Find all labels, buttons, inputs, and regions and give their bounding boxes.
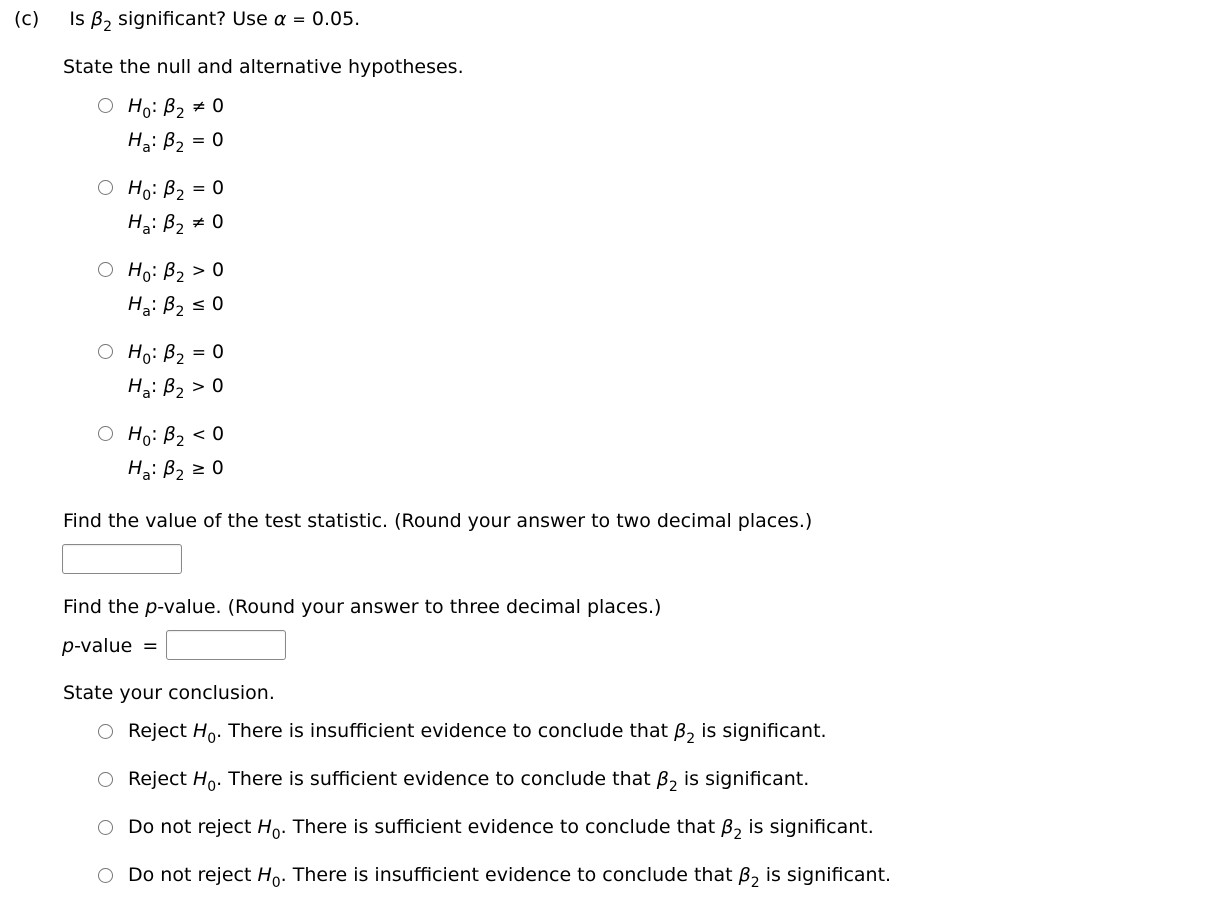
conclusion-text: Do not reject $H_0$. There is sufficient evidence to conclude that $\beta_2$ is significant. [128,816,874,843]
hypotheses-prompt: State the null and alternative hypotheses. [63,56,464,78]
p-value-input[interactable] [166,630,286,660]
alternative-hypothesis: $H_a$: $\beta_2 \ge 0$ [128,457,224,484]
question-is: Is [69,8,85,30]
null-hypothesis: $H_0$: $\beta_2 > 0$ [128,259,225,286]
relation-symbol: ≥ [191,459,206,479]
test-statistic-input[interactable] [62,544,182,574]
relation-symbol: ≤ [191,295,206,315]
radio-button[interactable] [98,724,113,739]
beta-subscript: 2 [103,19,112,35]
p-value-label: p-value = [62,635,159,657]
relation-symbol: ≠ [191,213,206,233]
radio-button[interactable] [98,262,113,277]
p-value-prompt: Find the p-value. (Round your answer to three decimal places.) [63,596,662,618]
conclusion-text: Reject $H_0$. There is sufficient evidence to conclude that $\beta_2$ is significant. [128,768,810,795]
question-header [14,8,361,35]
radio-button[interactable] [98,868,113,883]
null-hypothesis: $H_0$: $\beta_2 = 0$ [128,177,225,204]
alternative-hypothesis: $H_a$: $\beta_2 > 0$ [128,375,224,402]
relation-symbol: > [191,377,206,397]
alpha-symbol: α [273,8,287,30]
relation-symbol: > [191,261,206,281]
alternative-hypothesis: $H_a$: $\beta_2 = 0$ [128,129,224,156]
question-significant: significant? Use [118,8,268,30]
null-hypothesis: $H_0$: $\beta_2 < 0$ [128,423,225,450]
null-hypothesis: $H_0$: $\beta_2 \ne 0$ [128,95,225,122]
conclusion-text: Do not reject $H_0$. There is insufficient evidence to conclude that $\beta_2$ is significant. [128,864,892,891]
relation-symbol: = [191,179,206,199]
alternative-hypothesis: $H_a$: $\beta_2 \ne 0$ [128,211,224,238]
conclusion-text: Reject $H_0$. There is insufficient evidence to conclude that $\beta_2$ is significant. [128,720,827,747]
alternative-hypothesis: $H_a$: $\beta_2 \le 0$ [128,293,224,320]
radio-button[interactable] [98,820,113,835]
radio-button[interactable] [98,426,113,441]
relation-symbol: ≠ [191,97,206,117]
alpha-equals: = [292,10,306,29]
part-label: (c) [14,8,40,30]
test-statistic-prompt: Find the value of the test statistic. (Round your answer to two decimal places.) [63,510,813,532]
radio-button[interactable] [98,180,113,195]
relation-symbol: < [191,425,206,445]
beta-symbol: β [90,8,104,30]
null-hypothesis: $H_0$: $\beta_2 = 0$ [128,341,225,368]
relation-symbol: = [191,131,206,151]
radio-button[interactable] [98,344,113,359]
alpha-value: 0.05. [311,8,361,30]
conclusion-prompt: State your conclusion. [63,682,275,704]
relation-symbol: = [191,343,206,363]
radio-button[interactable] [98,772,113,787]
radio-button[interactable] [98,98,113,113]
